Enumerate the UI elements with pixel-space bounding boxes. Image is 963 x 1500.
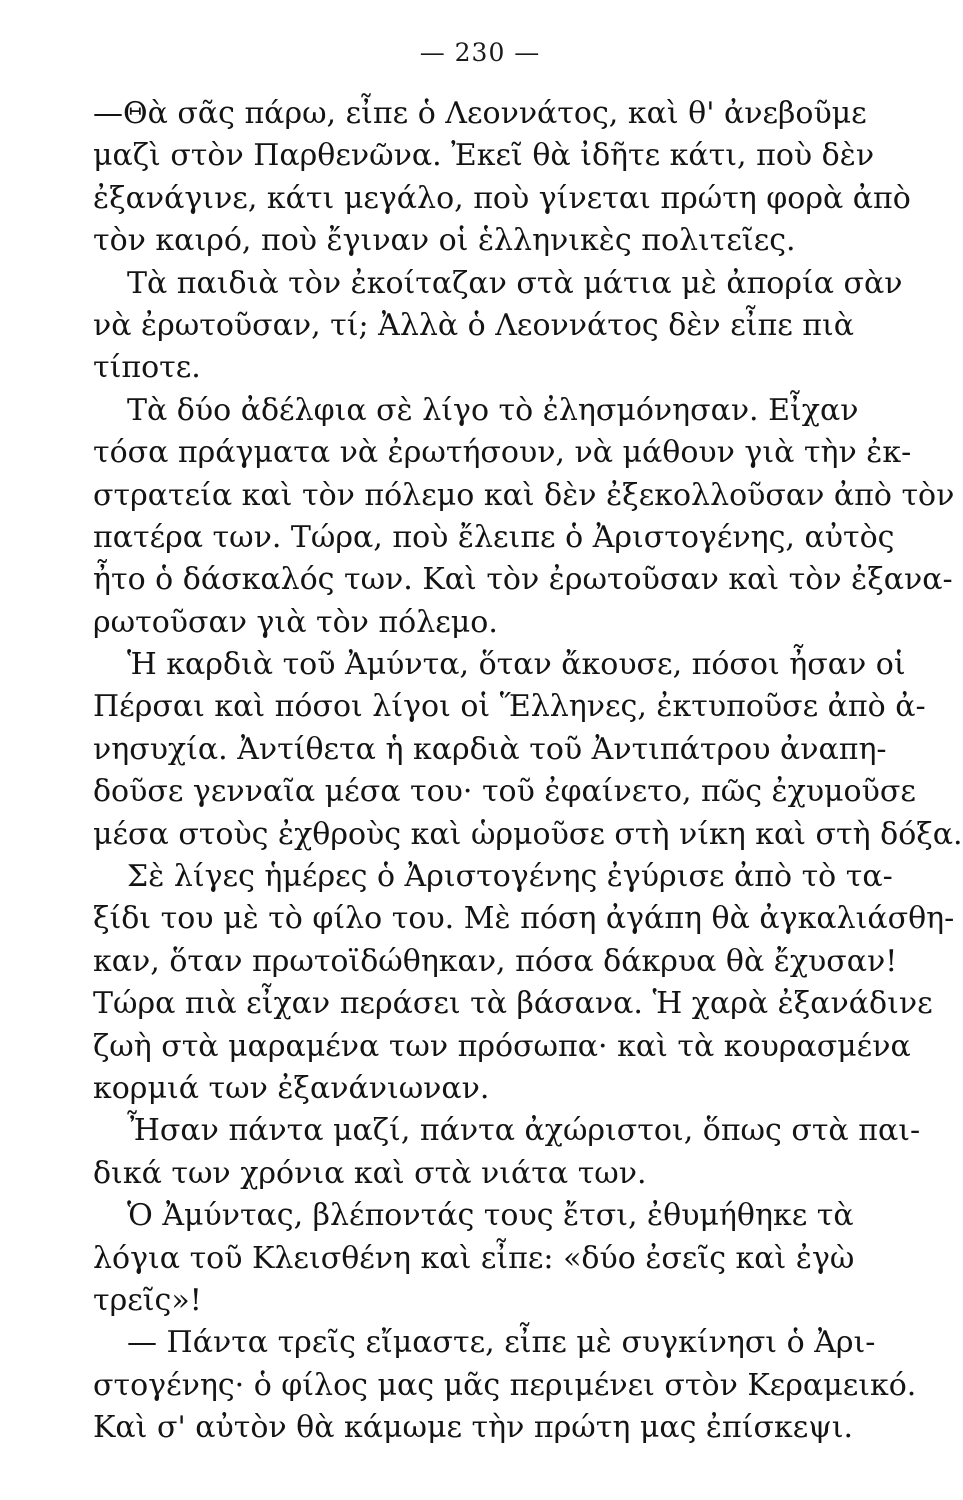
text-line: τρεῖς»! [93, 1282, 202, 1318]
page-number: — 230 — [419, 38, 541, 67]
text-line: ξίδι του μὲ τὸ φίλο του. Μὲ πόση ἀγάπη θὰ ἀγκαλιάσθη- [93, 901, 955, 937]
text-line: στογένης· ὁ φίλος μας μᾶς περιμένει στὸν Κεραμεικό. [93, 1367, 917, 1403]
text-line: Ὁ Ἀμύντας, βλέποντάς τους ἔτσι, ἐθυμήθηκε τὰ [127, 1198, 854, 1234]
text-line: τίποτε. [93, 350, 201, 386]
body-text [93, 93, 963, 1450]
text-line: δοῦσε γενναῖα μέσα του· τοῦ ἐφαίνετο, πῶς ἐχυμοῦσε [93, 774, 916, 810]
text-line: κορμιά των ἐξανάνιωναν. [93, 1070, 490, 1106]
text-line: τόσα πράγματα νὰ ἐρωτήσουν, νὰ μάθουν γιὰ τὴν ἐκ- [93, 435, 912, 471]
text-line: μαζὶ στὸν Παρθενῶνα. Ἐκεῖ θὰ ἰδῆτε κάτι, ποὺ δὲν [93, 138, 875, 174]
text-line: — Πάντα τρεῖς εἴμαστε, εἶπε μὲ συγκίνησι ὁ Ἀρι- [127, 1325, 876, 1361]
text-line: πατέρα των. Τώρα, ποὺ ἔλειπε ὁ Ἀριστογένης, αὐτὸς [93, 519, 895, 555]
text-line: Σὲ λίγες ἡμέρες ὁ Ἀριστογένης ἐγύρισε ἀπὸ τὸ τα- [127, 859, 893, 895]
text-line: ἐξανάγινε, κάτι μεγάλο, ποὺ γίνεται πρώτη φορὰ ἀπὸ [93, 180, 911, 216]
text-line: καν, ὅταν πρωτοϊδώθηκαν, πόσα δάκρυα θὰ ἔχυσαν! [93, 943, 898, 979]
text-line: Τὰ δύο ἀδέλφια σὲ λίγο τὸ ἐλησμόνησαν. Εἶχαν [127, 392, 859, 428]
text-line: ρωτοῦσαν γιὰ τὸν πόλεμο. [93, 604, 498, 640]
text-line: ἦτο ὁ δάσκαλός των. Καὶ τὸν ἐρωτοῦσαν καὶ τὸν ἐξανα- [93, 562, 953, 598]
text-line: λόγια τοῦ Κλεισθένη καὶ εἶπε: «δύο ἐσεῖς καὶ ἐγὼ [93, 1240, 855, 1276]
text-line: Καὶ σ' αὐτὸν θὰ κάμωμε τὴν πρώτη μας ἐπίσκεψι. [93, 1410, 854, 1446]
text-line: Τώρα πιὰ εἶχαν περάσει τὰ βάσανα. Ἡ χαρὰ ἐξανάδινε [93, 986, 933, 1022]
text-line: Ἦσαν πάντα μαζί, πάντα ἀχώριστοι, ὅπως στὰ παι- [127, 1113, 921, 1149]
text-line: νὰ ἐρωτοῦσαν, τί; Ἀλλὰ ὁ Λεοννάτος δὲν εἶπε πιὰ [93, 307, 855, 343]
text-line: δικά των χρόνια καὶ στὰ νιάτα των. [93, 1155, 647, 1191]
text-line: Πέρσαι καὶ πόσοι λίγοι οἱ Ἕλληνες, ἐκτυποῦσε ἀπὸ ἀ- [93, 689, 926, 725]
text-line: στρατεία καὶ τὸν πόλεμο καὶ δὲν ἐξεκολλοῦσαν ἀπὸ τὸν [93, 477, 955, 513]
text-line: Τὰ παιδιὰ τὸν ἐκοίταζαν στὰ μάτια μὲ ἀπορία σὰν [127, 265, 903, 301]
text-line: ζωὴ στὰ μαραμένα των πρόσωπα· καὶ τὰ κουρασμένα [93, 1028, 911, 1064]
text-line: τὸν καιρό, ποὺ ἔγιναν οἱ ἑλληνικὲς πολιτεῖες. [93, 223, 796, 259]
text-line: —Θὰ σᾶς πάρω, εἶπε ὁ Λεοννάτος, καὶ θ' ἀνεβοῦμε [93, 96, 867, 131]
text-line: νησυχία. Ἀντίθετα ἡ καρδιὰ τοῦ Ἀντιπάτρου ἀναπη- [93, 731, 887, 767]
text-line: μέσα στοὺς ἐχθροὺς καὶ ὡρμοῦσε στὴ νίκη καὶ στὴ δόξα. [93, 816, 963, 852]
text-line: Ἡ καρδιὰ τοῦ Ἀμύντα, ὅταν ἄκουσε, πόσοι ἦσαν οἱ [127, 647, 906, 683]
